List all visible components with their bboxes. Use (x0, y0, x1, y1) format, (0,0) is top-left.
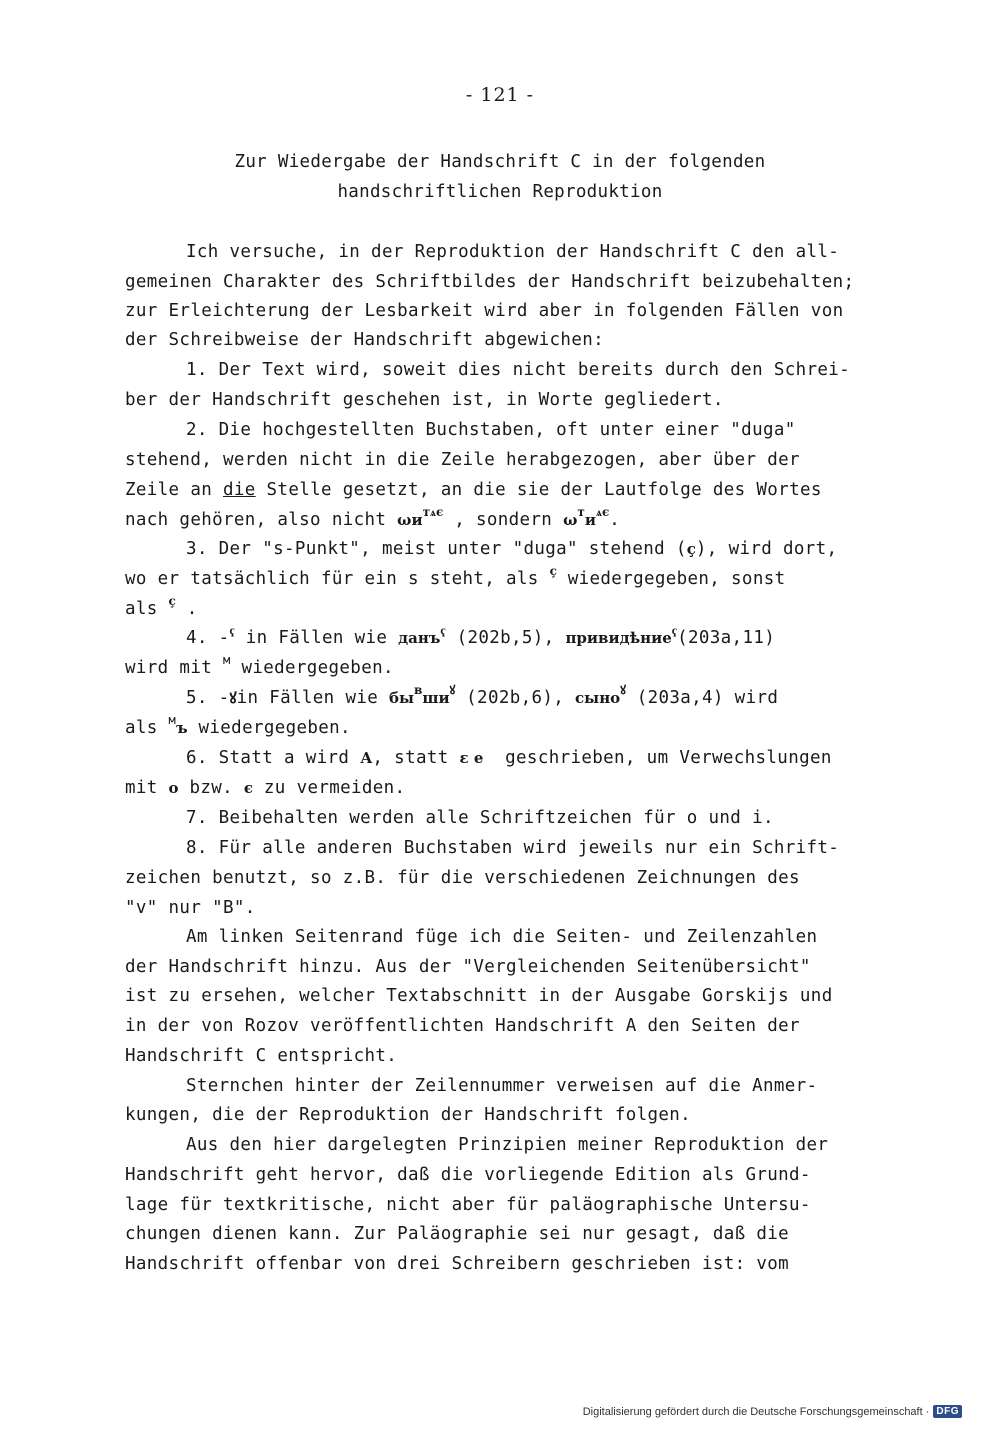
text-fragment: (203a,4) wird (625, 688, 779, 708)
text-fragment: als (125, 599, 169, 619)
text-fragment: in Fällen wie (234, 628, 399, 648)
text-fragment: als (125, 718, 169, 738)
title-line-2: handschriftlichen Reproduktion (337, 182, 663, 202)
text-line (186, 748, 832, 768)
text-fragment: nach gehören, also nicht (125, 510, 398, 530)
text-line: chungen dienen kann. Zur Paläographie sei nur gesagt, daß die (125, 1224, 790, 1244)
text-fragment: 5. - (186, 688, 230, 708)
text-fragment: 4. - (186, 628, 230, 648)
cyrillic-sample: привидѣние (565, 629, 672, 647)
text-fragment: . (175, 599, 198, 619)
text-line: der Schreibweise der Handschrift abgewichen: (125, 330, 604, 350)
text-fragment: wiedergegeben. (230, 658, 394, 678)
text-line: Handschrift offenbar von drei Schreibern geschrieben ist: vom (125, 1254, 790, 1274)
text-fragment: wo er tatsächlich für ein s steht, als (125, 569, 550, 589)
text-fragment: wiedergegeben, sonst (556, 569, 786, 589)
cyrillic-sample: бы (389, 689, 415, 707)
abbreviation-symbol: ꙋ (620, 683, 626, 697)
cyrillic-sample: о (168, 779, 179, 797)
text-line: Sternchen hinter der Zeilennummer verweisen auf die Anmer- (186, 1076, 818, 1096)
text-fragment: . (609, 510, 621, 530)
superscript-letters: в (414, 683, 423, 697)
text-line (125, 594, 198, 619)
superscript-letters: м (222, 653, 231, 667)
text-line: zeichen benutzt, so z.B. für die verschiedenen Zeichnungen des (125, 868, 800, 888)
cyrillic-sample: ωи (397, 511, 423, 529)
cyrillic-sample: и (584, 511, 596, 529)
text-line: 8. Für alle anderen Buchstaben wird jeweils nur ein Schrift- (186, 838, 840, 858)
text-line: "v" nur "B". (125, 898, 256, 918)
text-fragment: in Fällen wie (236, 688, 389, 708)
s-dot-symbol: ҫ (686, 540, 696, 558)
abbreviation-symbol: ꙋ (229, 689, 237, 707)
text-fragment: wird mit (125, 658, 223, 678)
superscript-letters: т (577, 505, 585, 519)
text-line: ber der Handschrift geschehen ist, in Worte gegliedert. (125, 390, 724, 410)
abbreviation-symbol: ҁ (440, 623, 446, 637)
text-line: Aus den hier dargelegten Prinzipien meiner Reproduktion der (186, 1135, 829, 1155)
text-line: Handschrift geht hervor, daß die vorliegende Edition als Grund- (125, 1165, 811, 1185)
text-line (125, 480, 822, 500)
text-fragment: Stelle gesetzt, an die sie der Lautfolge des Wortes (255, 480, 822, 500)
text-line: kungen, die der Reproduktion der Handschrift folgen. (125, 1105, 692, 1125)
text-line: 1. Der Text wird, soweit dies nicht bereits durch den Schrei- (186, 360, 851, 380)
title-line-1: Zur Wiedergabe der Handschrift C in der folgenden (234, 152, 766, 172)
cyrillic-sample: є (243, 779, 254, 797)
text-line (125, 653, 394, 678)
cyrillic-sample: ε е (459, 749, 484, 767)
text-line (125, 505, 621, 530)
text-fragment: Zeile an (125, 480, 223, 500)
text-fragment: zu vermeiden. (253, 778, 406, 798)
text-line: stehend, werden nicht in die Zeile herabgezogen, aber über der (125, 450, 800, 470)
text-line: lage für textkritische, nicht aber für paläographische Untersu- (125, 1195, 811, 1215)
text-fragment: geschrieben, um Verwechslungen (483, 748, 832, 768)
text-line (186, 683, 779, 708)
cyrillic-sample: ши (422, 689, 450, 707)
text-line: Ich versuche, in der Reproduktion der Handschrift C den all- (186, 242, 840, 262)
text-fragment: wiedergegeben. (187, 718, 351, 738)
text-line: ist zu ersehen, welcher Textabschnitt in der Ausgabe Gorskijs und (125, 986, 833, 1006)
text-fragment: (202b,6), (455, 688, 576, 708)
text-line: der Handschrift hinzu. Aus der "Vergleichenden Seitenübersicht" (125, 957, 811, 977)
abbreviation-symbol: ҁ (671, 623, 678, 637)
superscript-letters: м (168, 713, 177, 727)
text-line (125, 713, 351, 738)
text-fragment: 6. Statt a wird (186, 748, 361, 768)
superscript-letters: ѧє (595, 505, 610, 519)
dfg-logo: DFG (933, 1405, 962, 1418)
text-line: 2. Die hochgestellten Buchstaben, oft unter einer "duga" (186, 420, 796, 440)
text-fragment: , statt (372, 748, 460, 768)
text-line: gemeinen Charakter des Schriftbildes der Handschrift beizubehalten; (125, 272, 855, 292)
page-number: - 121 - (465, 84, 535, 106)
s-dot-symbol: ҫ (168, 594, 176, 608)
text-line: Handschrift C entspricht. (125, 1046, 398, 1066)
text-fragment: 3. Der "s-Punkt", meist unter "duga" stehend ( (186, 539, 687, 559)
superscript-letters: тѧє (422, 505, 444, 519)
text-line: Am linken Seitenrand füge ich die Seiten- und Zeilenzahlen (186, 927, 818, 947)
text-fragment: , sondern (443, 510, 564, 530)
text-line (125, 778, 405, 798)
footer-text: Digitalisierung gefördert durch die Deutsche Forschungsgemeinschaft · (582, 1405, 930, 1418)
text-fragment: ), wird dort, (695, 539, 838, 559)
text-fragment: mit (125, 778, 169, 798)
text-line (125, 564, 786, 589)
text-fragment: bzw. (178, 778, 244, 798)
cyrillic-sample: ъ (176, 719, 188, 737)
text-line: zur Erleichterung der Lesbarkeit wird aber in folgenden Fällen von (125, 301, 844, 321)
text-line: in der von Rozov veröffentlichten Handschrift A den Seiten der (125, 1016, 800, 1036)
digitization-footer (583, 1405, 962, 1418)
abbreviation-symbol: ꙋ (449, 683, 456, 697)
cyrillic-sample: сыно (575, 689, 621, 707)
text-line (186, 623, 776, 648)
cyrillic-sample: ω (563, 511, 578, 529)
abbreviation-symbol: ҁ (229, 623, 235, 637)
s-dot-symbol: ҫ (549, 564, 557, 578)
text-line (186, 539, 837, 559)
text-line: 7. Beibehalten werden alle Schriftzeichen für o und i. (186, 808, 774, 828)
cyrillic-sample: данъ (398, 629, 441, 647)
cyrillic-sample: А (360, 749, 373, 767)
underlined-word: die (222, 480, 256, 500)
text-fragment: (203a,11) (677, 628, 776, 648)
text-fragment: (202b,5), (445, 628, 566, 648)
